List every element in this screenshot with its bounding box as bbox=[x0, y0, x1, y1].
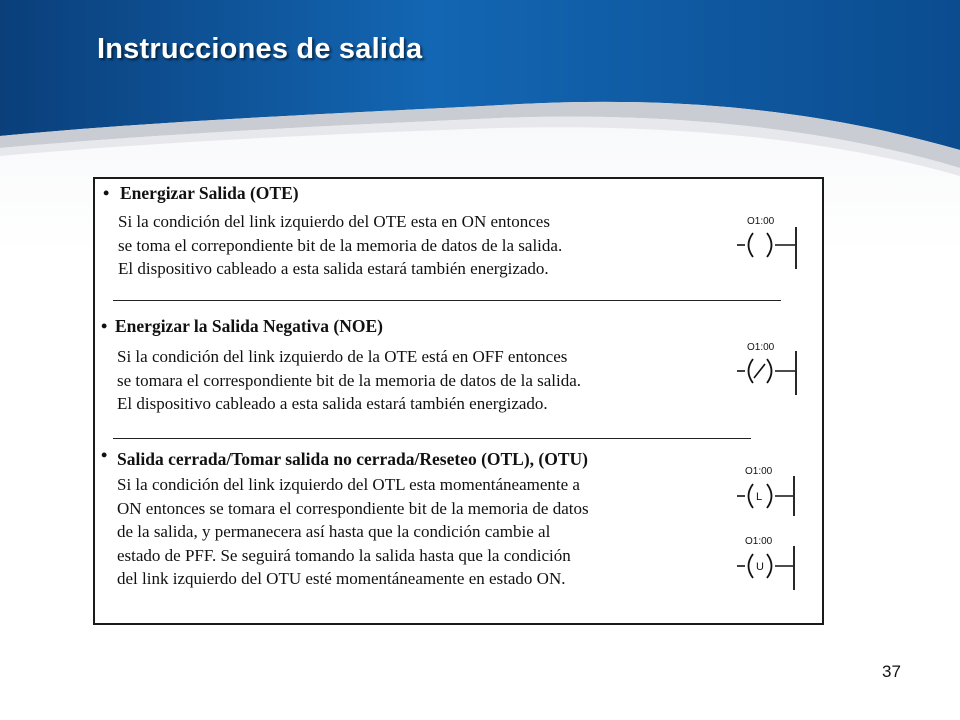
text-line: El dispositivo cableado a esta salida estará también energizado. bbox=[117, 394, 548, 413]
section-description bbox=[117, 345, 581, 416]
bullet: • bbox=[101, 316, 108, 336]
section-heading: Salida cerrada/Tomar salida no cerrada/Reseteo (OTL), (OTU) bbox=[117, 449, 589, 469]
text-line: de la salida, y permanecera así hasta que la condición cambie al bbox=[117, 522, 551, 541]
text-line: del link izquierdo del OTU esté momentáneamente en estado ON. bbox=[117, 569, 566, 588]
coil-letter: L bbox=[756, 491, 763, 503]
section-divider bbox=[113, 300, 781, 301]
negated-output-coil-icon bbox=[735, 339, 805, 399]
text-line: se toma el correpondiente bit de la memoria de datos de la salida. bbox=[118, 235, 563, 255]
bullet: • bbox=[101, 445, 108, 465]
instruction-panel bbox=[93, 177, 824, 625]
section-divider bbox=[113, 438, 751, 439]
bullet: • bbox=[103, 183, 110, 203]
output-energize-coil-icon bbox=[735, 213, 805, 273]
coil-letter: U bbox=[756, 561, 764, 573]
section-description bbox=[118, 210, 562, 281]
section-description bbox=[117, 473, 589, 591]
text-line: estado de PFF. Se seguirá tomando la salida hasta que la condición bbox=[117, 545, 571, 565]
text-line: Si la condición del link izquierdo del OTL esta momentáneamente a bbox=[117, 475, 580, 494]
slide-title: Instrucciones de salida bbox=[97, 33, 423, 65]
text-line: se tomara el correspondiente bit de la memoria de datos de la salida. bbox=[117, 370, 582, 390]
text-line: Si la condición del link izquierdo del OTE esta en ON entonces bbox=[118, 212, 550, 231]
text-line: Si la condición del link izquierdo de la OTE está en OFF entonces bbox=[117, 347, 568, 366]
coil-address: O1:00 bbox=[745, 536, 773, 547]
coil-address: O1:00 bbox=[747, 216, 775, 227]
negation-slash bbox=[754, 364, 765, 378]
latch-coil-icon bbox=[735, 464, 805, 518]
section-heading: Energizar Salida (OTE) bbox=[120, 183, 299, 203]
page-number: 37 bbox=[882, 662, 901, 681]
section-heading: Energizar la Salida Negativa (NOE) bbox=[115, 316, 383, 336]
coil-address: O1:00 bbox=[747, 342, 775, 353]
unlatch-coil-icon bbox=[735, 534, 805, 594]
text-line: El dispositivo cableado a esta salida estará también energizado. bbox=[118, 259, 549, 278]
text-line: ON entonces se tomara el correspondiente bit de la memoria de datos bbox=[117, 498, 589, 518]
coil-address: O1:00 bbox=[745, 466, 773, 477]
